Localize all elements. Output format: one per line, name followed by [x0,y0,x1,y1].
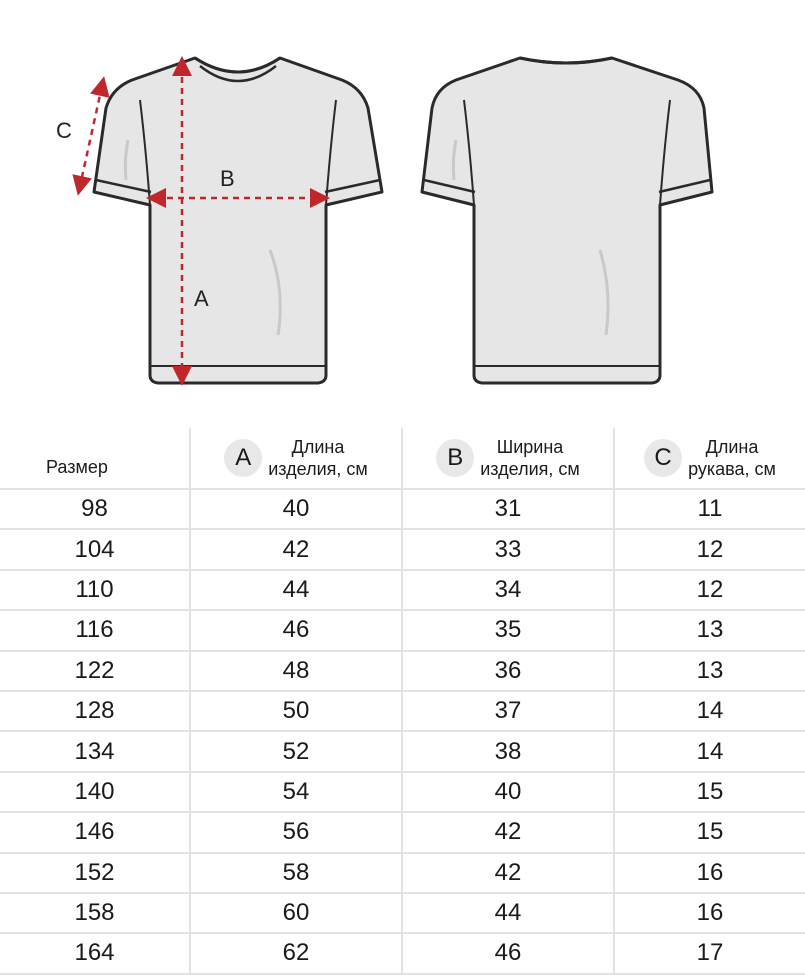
sleeve-cell: 14 [614,731,805,771]
sleeve-cell: 16 [614,853,805,893]
sleeve-cell: 12 [614,570,805,610]
size-cell: 146 [0,812,190,852]
width-cell: 34 [402,570,614,610]
size-cell: 128 [0,691,190,731]
sleeve-cell: 16 [614,893,805,933]
length-cell: 54 [190,772,402,812]
table-row [0,691,805,731]
length-cell: 56 [190,812,402,852]
header-width [402,428,614,489]
length-cell: 62 [190,933,402,973]
size-cell: 110 [0,570,190,610]
length-cell: 58 [190,853,402,893]
table-row [0,731,805,771]
measure-label-b: B [220,166,235,191]
sleeve-cell: 15 [614,772,805,812]
length-cell: 60 [190,893,402,933]
sleeve-cell: 11 [614,489,805,529]
length-cell: 52 [190,731,402,771]
size-table [0,428,805,975]
sleeve-cell: 15 [614,812,805,852]
header-size [0,428,190,489]
size-cell: 134 [0,731,190,771]
size-cell: 158 [0,893,190,933]
length-cell: 50 [190,691,402,731]
sleeve-cell: 13 [614,651,805,691]
header-length-line1: Длина [291,437,345,457]
badge-c: C [644,439,682,477]
header-length-line2: изделия, см [268,459,368,479]
width-cell: 33 [402,529,614,569]
table-row [0,489,805,529]
width-cell: 35 [402,610,614,650]
table-row [0,529,805,569]
header-width-line2: изделия, см [480,459,580,479]
width-cell: 46 [402,933,614,973]
header-width-line1: Ширина [496,437,564,457]
table-row [0,610,805,650]
size-cell: 122 [0,651,190,691]
measure-label-c: C [56,118,72,143]
size-cell: 116 [0,610,190,650]
header-sleeve [614,428,805,489]
table-row [0,893,805,933]
table-body [0,489,805,974]
size-cell: 104 [0,529,190,569]
badge-b: B [436,439,474,477]
sleeve-cell: 17 [614,933,805,973]
size-cell: 140 [0,772,190,812]
table-row [0,651,805,691]
size-cell: 164 [0,933,190,973]
length-cell: 42 [190,529,402,569]
length-cell: 44 [190,570,402,610]
front-tshirt [56,58,382,383]
table-row [0,812,805,852]
width-cell: 38 [402,731,614,771]
width-cell: 42 [402,812,614,852]
header-length [190,428,402,489]
sleeve-cell: 14 [614,691,805,731]
table-row [0,570,805,610]
table-row [0,933,805,973]
length-cell: 46 [190,610,402,650]
sleeve-cell: 13 [614,610,805,650]
width-cell: 37 [402,691,614,731]
table-row [0,853,805,893]
header-sleeve-line2: рукава, см [688,459,776,479]
size-cell: 152 [0,853,190,893]
width-cell: 31 [402,489,614,529]
width-cell: 44 [402,893,614,933]
badge-a: A [224,439,262,477]
back-tshirt [422,58,712,383]
width-cell: 40 [402,772,614,812]
tshirt-diagrams [0,0,805,428]
sleeve-cell: 12 [614,529,805,569]
width-cell: 42 [402,853,614,893]
header-size-label: Размер [46,457,108,477]
size-cell: 98 [0,489,190,529]
length-cell: 48 [190,651,402,691]
width-cell: 36 [402,651,614,691]
length-cell: 40 [190,489,402,529]
table-header-row [0,428,805,489]
header-sleeve-line1: Длина [705,437,759,457]
table-row [0,772,805,812]
measure-label-a: A [194,286,209,311]
